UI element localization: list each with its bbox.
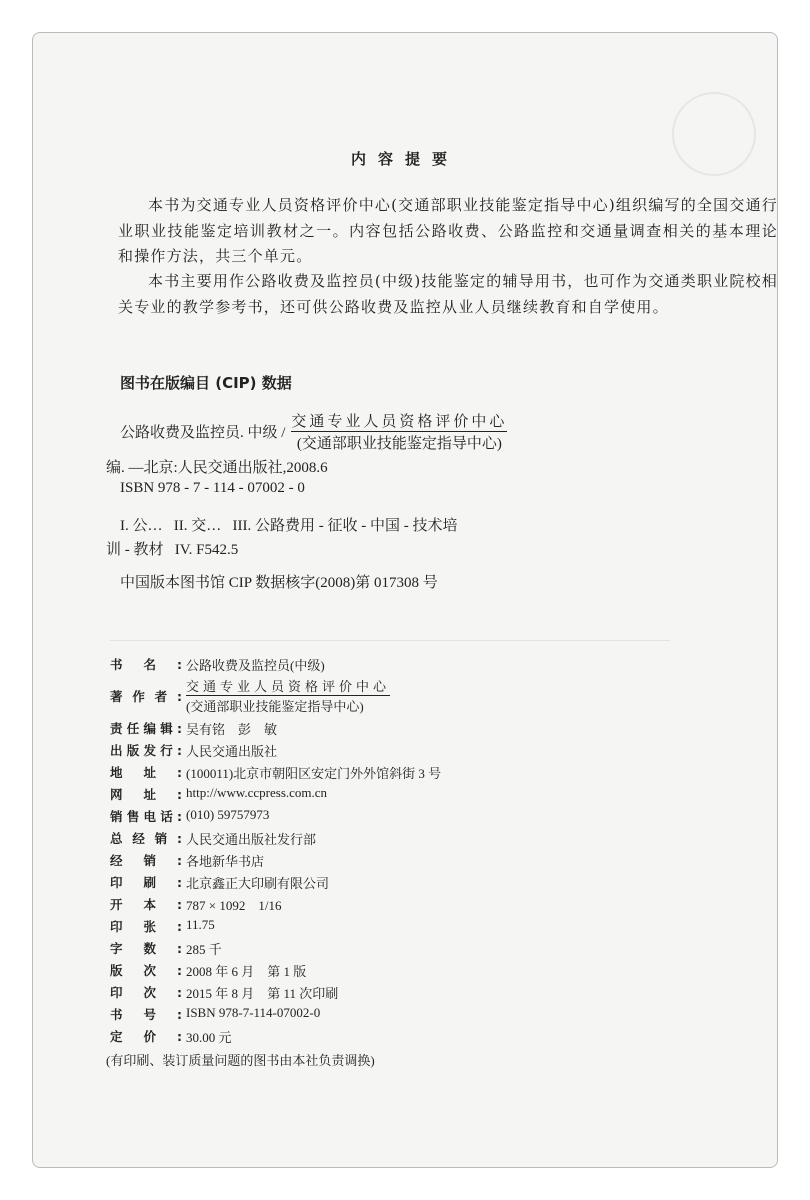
colophon-label: 经销:	[110, 853, 182, 868]
cip-publisher-line: 编. —北京:人民交通出版社,2008.6	[106, 460, 328, 476]
colophon-value: 吴有铭 彭 敏	[186, 722, 278, 737]
colophon-row	[110, 676, 390, 715]
colophon-row	[110, 829, 316, 848]
colophon-label: 书名:	[110, 657, 182, 672]
cip-class-line-2: 训 - 教材 IV. F542.5	[106, 542, 239, 558]
colophon-note	[106, 1050, 375, 1069]
colophon-row	[110, 873, 329, 892]
cip-book: 公路收费及监控员. 中级 /	[120, 425, 286, 441]
colophon-row	[110, 917, 215, 935]
cip-heading: 图书在版编目 (CIP) 数据	[120, 374, 292, 392]
colophon-row	[110, 939, 222, 958]
cip-number: 中国版本图书馆 CIP 数据核字(2008)第 017308 号	[120, 575, 438, 591]
colophon-value: (100011)北京市朝阳区安定门外外馆斜街 3 号	[186, 766, 442, 781]
colophon-label: 总经销:	[110, 831, 182, 846]
colophon-label: 定价:	[110, 1029, 182, 1044]
colophon-value: 11.75	[186, 917, 215, 932]
colophon-value: 人民交通出版社发行部	[186, 832, 317, 847]
note-text: (有印刷、装订质量问题的图书由本社负责调换)	[106, 1053, 375, 1068]
colophon-row	[110, 851, 264, 870]
colophon-row	[110, 983, 338, 1002]
cip-title-line	[120, 410, 507, 453]
colophon-value-top: 交通专业人员资格评价中心	[186, 676, 390, 696]
colophon-row	[110, 961, 306, 980]
colophon-row	[110, 655, 325, 674]
colophon-value: 787 × 1092 1/16	[186, 898, 282, 913]
divider	[110, 640, 670, 641]
colophon-value: 2008 年 6 月 第 1 版	[186, 964, 307, 979]
colophon-label: 著作者:	[110, 688, 182, 704]
summary-paragraph-1: 本书为交通专业人员资格评价中心(交通部职业技能鉴定指导中心)组织编写的全国交通行业职业技能鉴定培训教材之一。内容包括公路收费、公路监控和交通量调查相关的基本理论和操作方法，共三个单元。	[118, 196, 778, 265]
colophon-value: 2015 年 8 月 第 11 次印刷	[186, 986, 339, 1001]
colophon-row	[110, 1005, 320, 1023]
colophon-row	[110, 1027, 232, 1046]
colophon-value: (010) 59757973	[186, 807, 270, 822]
colophon-value: 285 千	[186, 942, 222, 957]
colophon-label: 印刷:	[110, 875, 182, 890]
colophon-row	[110, 763, 441, 782]
colophon-label: 出版发行:	[110, 743, 182, 758]
colophon-label: 版次:	[110, 963, 182, 978]
colophon-label: 书号:	[110, 1007, 182, 1022]
colophon-label: 销售电话:	[110, 809, 182, 824]
colophon-value	[184, 676, 390, 715]
colophon-row	[110, 719, 277, 738]
colophon-value: http://www.ccpress.com.cn	[186, 785, 328, 800]
colophon-row	[110, 741, 277, 760]
colophon-value: 30.00 元	[186, 1030, 232, 1045]
cip-isbn: ISBN 978 - 7 - 114 - 07002 - 0	[120, 480, 305, 496]
summary-paragraph-2: 本书主要用作公路收费及监控员(中级)技能鉴定的辅导用书，也可作为交通类职业院校相关专业的教学参考书，还可供公路收费及监控从业人员继续教育和自学使用。	[118, 272, 778, 316]
colophon-label: 网址:	[110, 787, 182, 802]
colophon-label: 印张:	[110, 919, 182, 934]
cip-author	[291, 410, 507, 453]
colophon-label: 地址:	[110, 765, 182, 780]
colophon-value: 北京鑫正大印刷有限公司	[186, 876, 330, 891]
colophon-row	[110, 895, 281, 914]
colophon-value: 各地新华书店	[186, 854, 265, 869]
cip-class-line-1: I. 公… II. 交… III. 公路费用 - 征收 - 中国 - 技术培	[120, 518, 458, 534]
cip-author-top: 交通专业人员资格评价中心	[291, 410, 507, 432]
colophon-label: 责任编辑:	[110, 721, 182, 736]
colophon-value: 公路收费及监控员(中级)	[186, 658, 325, 673]
colophon-value: ISBN 978-7-114-07002-0	[186, 1005, 321, 1020]
colophon-value: 人民交通出版社	[186, 744, 278, 759]
summary-title: 内容提要	[350, 150, 459, 168]
colophon-label: 字数:	[110, 941, 182, 956]
colophon-label: 开本:	[110, 897, 182, 912]
colophon-label: 印次:	[110, 985, 182, 1000]
colophon-row	[110, 785, 327, 803]
colophon-value-bottom: (交通部职业技能鉴定指导中心)	[186, 699, 364, 714]
cip-author-bottom: (交通部职业技能鉴定指导中心)	[296, 436, 502, 452]
colophon-row	[110, 807, 269, 825]
